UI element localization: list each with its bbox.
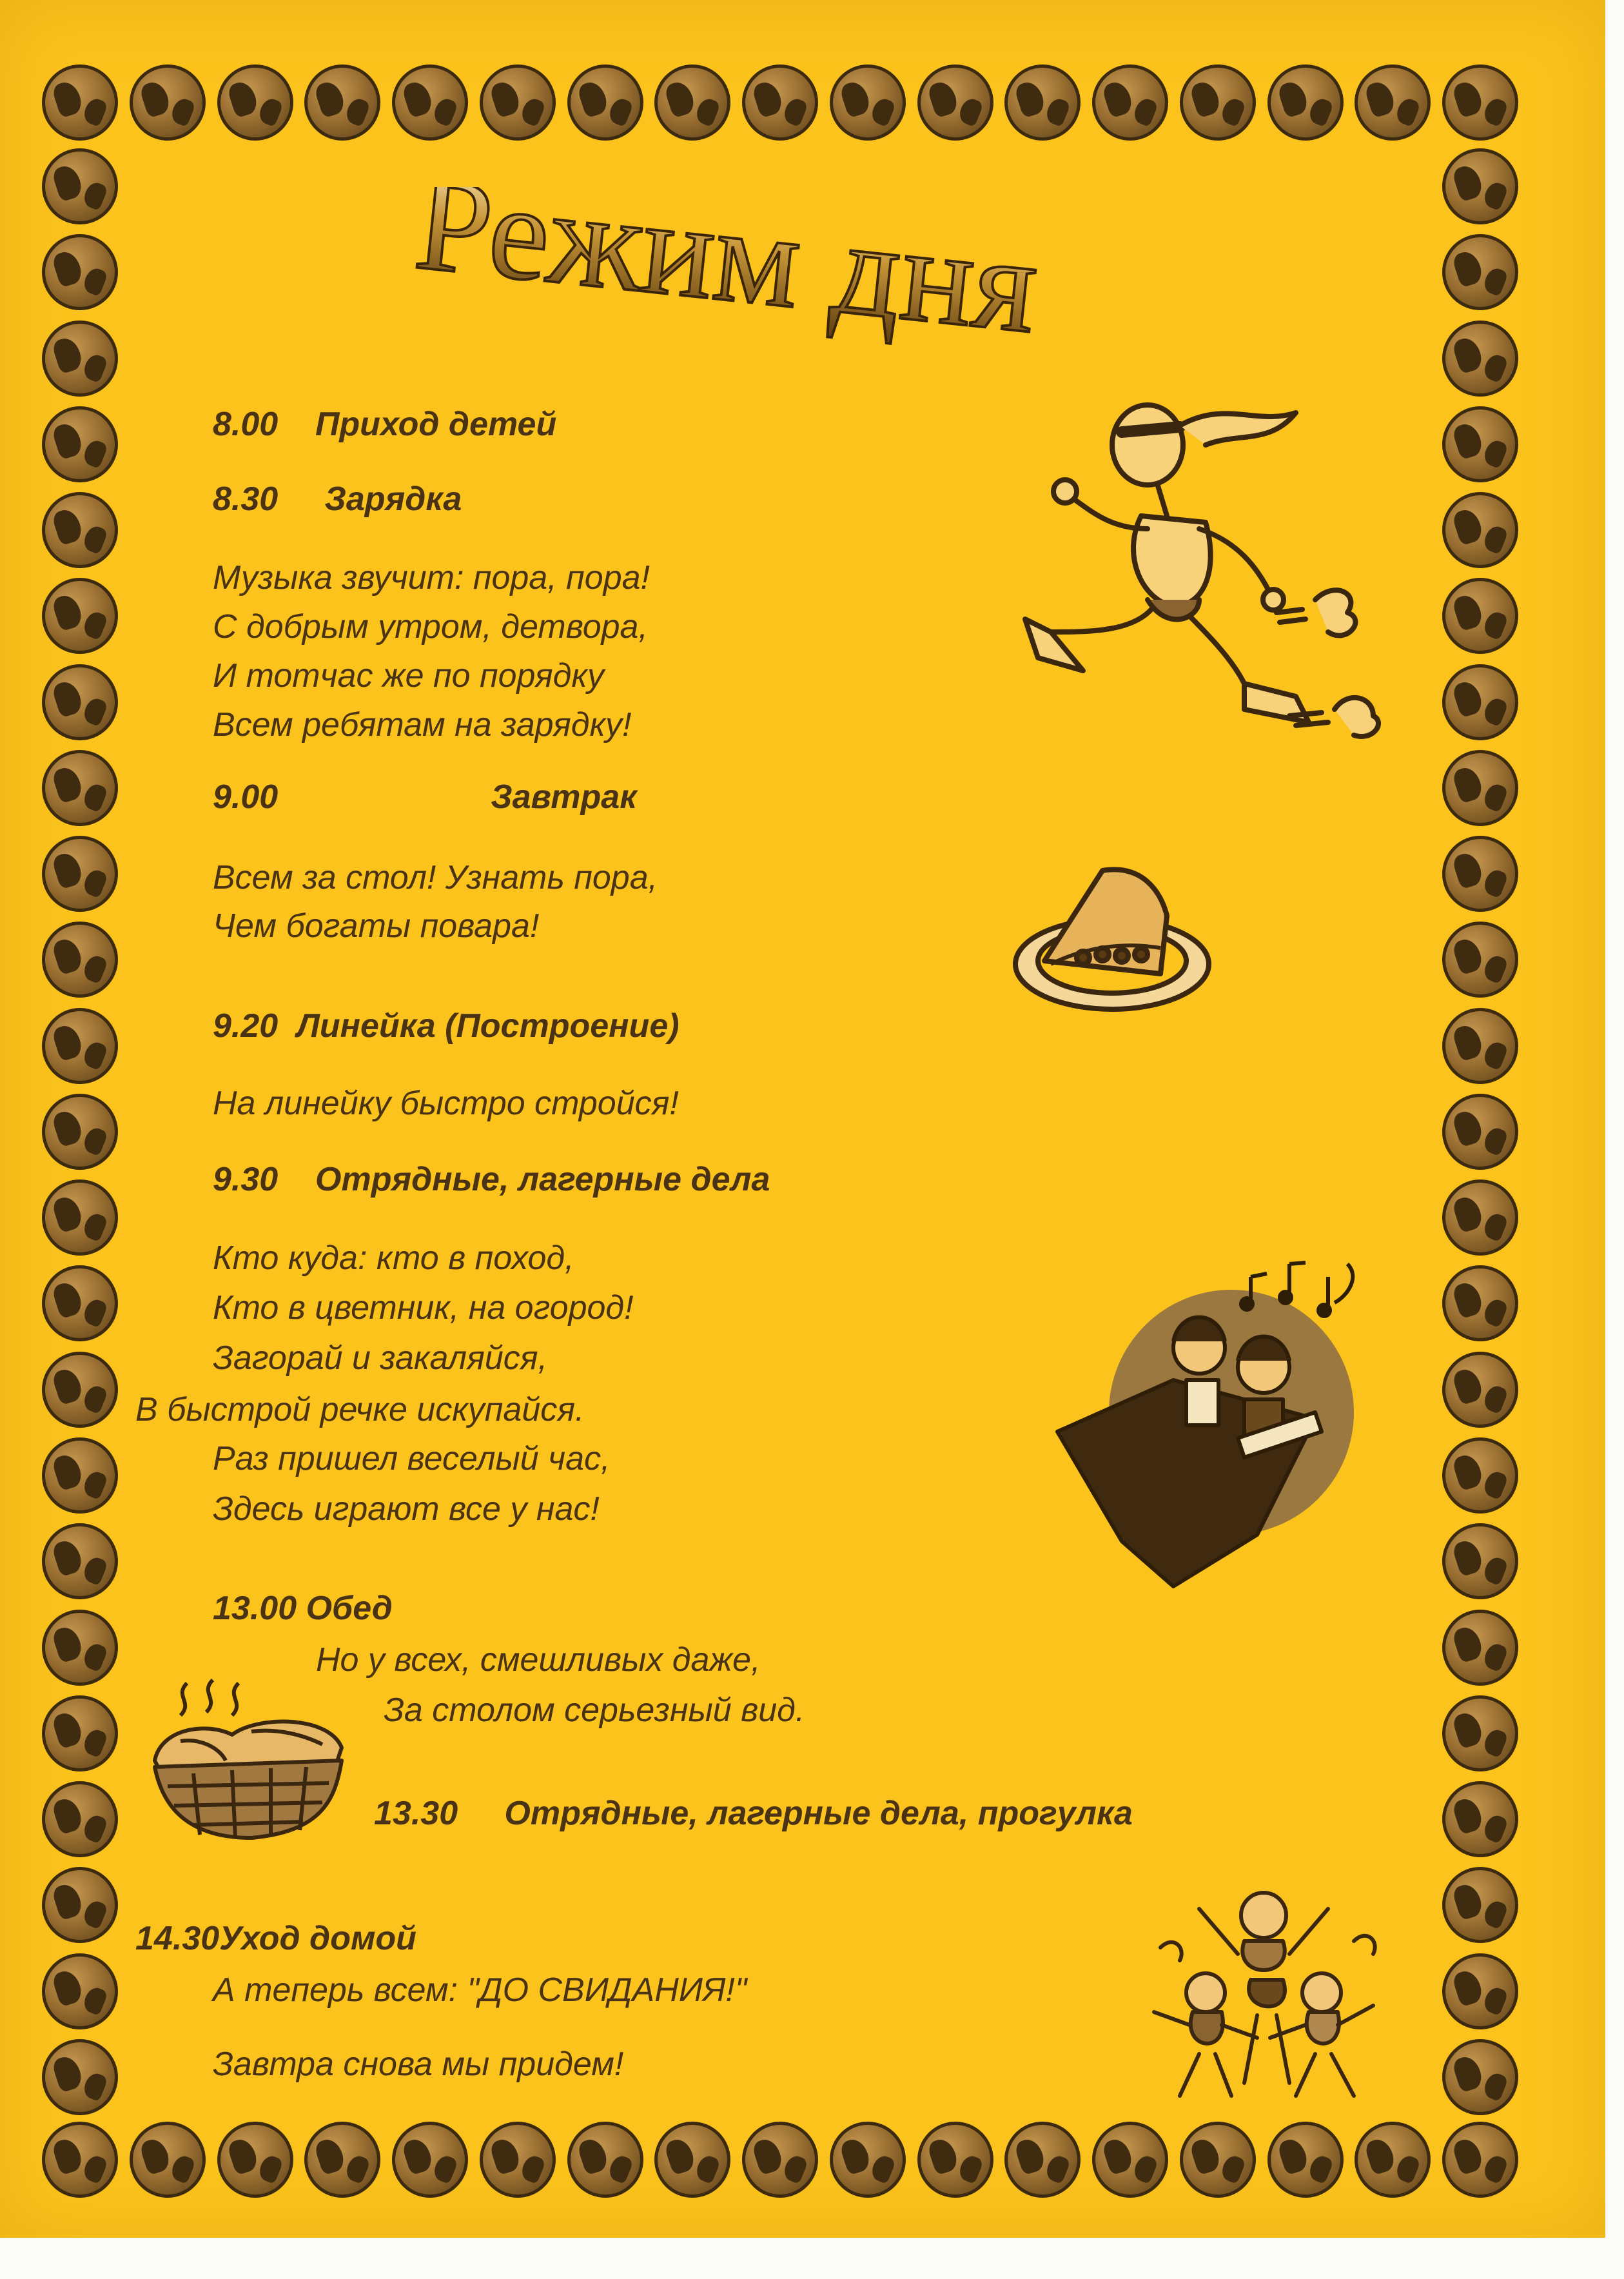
globe-icon bbox=[1004, 2122, 1081, 2198]
globe-icon bbox=[567, 2122, 643, 2198]
globe-icon bbox=[742, 2122, 818, 2198]
schedule-time: 13.00 bbox=[213, 1590, 297, 1627]
schedule-activity: Приход детей bbox=[315, 406, 557, 443]
globe-icon bbox=[1355, 64, 1431, 141]
pie-illustration bbox=[1006, 851, 1218, 1019]
globe-icon bbox=[1442, 1437, 1518, 1514]
schedule-time: 13.30 bbox=[374, 1795, 458, 1832]
globe-icon bbox=[1442, 578, 1518, 654]
schedule-item-lunch bbox=[213, 1592, 393, 1625]
globe-icon bbox=[42, 321, 118, 397]
globe-icon bbox=[1180, 64, 1256, 141]
globe-icon bbox=[917, 2122, 993, 2198]
globe-icon bbox=[217, 2122, 293, 2198]
globe-icon bbox=[304, 64, 380, 141]
verse-line: Всем за стол! Узнать пора, bbox=[213, 859, 658, 896]
schedule-activity: Линейка (Построение) bbox=[297, 1007, 680, 1045]
globe-icon bbox=[42, 2122, 118, 2198]
schedule-time: 14.30 bbox=[135, 1920, 220, 1957]
globe-icon bbox=[304, 2122, 380, 2198]
verse-line: Раз пришел веселый час, bbox=[213, 1440, 611, 1477]
verse-line: Завтра снова мы придем! bbox=[213, 2046, 624, 2083]
globe-icon bbox=[42, 406, 118, 482]
runner-illustration bbox=[1012, 387, 1399, 748]
verse-line: Здесь играют все у нас! bbox=[213, 1490, 600, 1528]
globe-icon bbox=[1442, 2039, 1518, 2115]
globe-icon bbox=[830, 2122, 906, 2198]
globe-icon bbox=[42, 1008, 118, 1084]
globe-icon bbox=[1442, 234, 1518, 310]
page-title bbox=[400, 187, 1238, 380]
globe-icon bbox=[217, 64, 293, 141]
globe-icon bbox=[42, 148, 118, 224]
schedule-activity: Отрядные, лагерные дела bbox=[315, 1161, 770, 1198]
globe-icon bbox=[42, 1523, 118, 1599]
dancing-kids-illustration bbox=[1135, 1870, 1393, 2109]
globe-icon bbox=[1442, 1695, 1518, 1771]
schedule-item-breakfast bbox=[213, 780, 637, 814]
globe-icon bbox=[42, 1352, 118, 1428]
globe-icon bbox=[42, 1179, 118, 1256]
globe-icon bbox=[1442, 148, 1518, 224]
schedule-item-lineup bbox=[213, 1009, 680, 1043]
schedule-activity: Уход домой bbox=[219, 1920, 416, 1957]
globe-icon bbox=[1442, 1179, 1518, 1256]
globe-icon bbox=[42, 750, 118, 826]
globe-icon bbox=[42, 922, 118, 998]
globe-icon bbox=[1355, 2122, 1431, 2198]
globe-icon bbox=[1442, 1610, 1518, 1686]
globe-icon bbox=[42, 1695, 118, 1771]
globe-icon bbox=[42, 1437, 118, 1514]
border-bottom bbox=[42, 2122, 1518, 2198]
schedule-activity: Зарядка bbox=[324, 480, 462, 518]
globe-icon bbox=[42, 1610, 118, 1686]
globe-icon bbox=[1442, 1008, 1518, 1084]
verse-line: Но у всех, смешливых даже, bbox=[316, 1641, 761, 1679]
globe-icon bbox=[567, 64, 643, 141]
globe-icon bbox=[42, 1265, 118, 1341]
globe-icon bbox=[1442, 492, 1518, 568]
schedule-item-walk bbox=[374, 1797, 1133, 1830]
globe-icon bbox=[1442, 321, 1518, 397]
globe-icon bbox=[42, 2039, 118, 2115]
globe-icon bbox=[1442, 64, 1518, 141]
verse-line: А теперь всем: "ДО СВИДАНИЯ!" bbox=[213, 1971, 747, 2009]
globe-icon bbox=[42, 836, 118, 912]
globe-icon bbox=[42, 1094, 118, 1170]
globe-icon bbox=[42, 1781, 118, 1857]
schedule-item-exercise bbox=[213, 482, 462, 516]
piano-kids-illustration bbox=[1044, 1251, 1393, 1593]
verse-line: Чем богаты повара! bbox=[213, 907, 540, 945]
verse-line: Кто куда: кто в поход, bbox=[213, 1239, 574, 1277]
bread-basket-illustration bbox=[142, 1670, 355, 1851]
verse-line: На линейку быстро стройся! bbox=[213, 1085, 679, 1122]
schedule-time: 8.00 bbox=[213, 406, 279, 443]
schedule-item-arrival bbox=[213, 408, 556, 441]
globe-icon bbox=[1442, 1781, 1518, 1857]
globe-icon bbox=[392, 64, 468, 141]
schedule-item-home bbox=[135, 1922, 416, 1955]
schedule-time: 9.00 bbox=[213, 778, 279, 816]
globe-icon bbox=[742, 64, 818, 141]
globe-icon bbox=[42, 492, 118, 568]
globe-icon bbox=[42, 234, 118, 310]
verse-line: Музыка звучит: пора, пора! bbox=[213, 559, 650, 597]
globe-icon bbox=[1267, 64, 1344, 141]
globe-icon bbox=[830, 64, 906, 141]
globe-icon bbox=[1092, 2122, 1168, 2198]
globe-icon bbox=[1442, 1094, 1518, 1170]
schedule-activity: Обед bbox=[306, 1590, 393, 1627]
globe-icon bbox=[1442, 406, 1518, 482]
globe-icon bbox=[42, 578, 118, 654]
globe-icon bbox=[1442, 1265, 1518, 1341]
globe-icon bbox=[1442, 1953, 1518, 2029]
verse-line: И тотчас же по порядку bbox=[213, 657, 604, 695]
globe-icon bbox=[130, 2122, 206, 2198]
globe-icon bbox=[654, 2122, 730, 2198]
verse-line: Всем ребятам на зарядку! bbox=[213, 706, 632, 744]
globe-icon bbox=[42, 1953, 118, 2029]
border-left bbox=[42, 148, 118, 2115]
globe-icon bbox=[1180, 2122, 1256, 2198]
verse-line: В быстрой речке искупайся. bbox=[135, 1391, 585, 1428]
globe-icon bbox=[1004, 64, 1081, 141]
border-top bbox=[42, 64, 1518, 141]
globe-icon bbox=[1267, 2122, 1344, 2198]
verse-line: Загорай и закаляйся, bbox=[213, 1339, 548, 1377]
globe-icon bbox=[480, 64, 556, 141]
verse-line: С добрым утром, детвора, bbox=[213, 608, 648, 646]
globe-icon bbox=[42, 64, 118, 141]
globe-icon bbox=[1092, 64, 1168, 141]
verse-line: За столом серьезный вид. bbox=[384, 1692, 805, 1729]
globe-icon bbox=[1442, 1523, 1518, 1599]
globe-icon bbox=[1442, 664, 1518, 740]
schedule-activity: Завтрак bbox=[491, 778, 637, 816]
globe-icon bbox=[917, 64, 993, 141]
schedule-time: 9.30 bbox=[213, 1161, 279, 1198]
globe-icon bbox=[1442, 836, 1518, 912]
schedule-activity: Отрядные, лагерные дела, прогулка bbox=[504, 1795, 1133, 1832]
verse-line: Кто в цветник, на огород! bbox=[213, 1289, 634, 1327]
globe-icon bbox=[654, 64, 730, 141]
globe-icon bbox=[1442, 750, 1518, 826]
globe-icon bbox=[1442, 2122, 1518, 2198]
globe-icon bbox=[1442, 1352, 1518, 1428]
schedule-item-activities bbox=[213, 1163, 770, 1196]
globe-icon bbox=[42, 1867, 118, 1943]
globe-icon bbox=[480, 2122, 556, 2198]
border-right bbox=[1442, 148, 1518, 2115]
schedule-time: 8.30 bbox=[213, 480, 279, 518]
globe-icon bbox=[1442, 1867, 1518, 1943]
globe-icon bbox=[42, 664, 118, 740]
globe-icon bbox=[1442, 922, 1518, 998]
schedule-time: 9.20 bbox=[213, 1007, 279, 1045]
title-text: Режим дня bbox=[409, 187, 1044, 362]
globe-icon bbox=[130, 64, 206, 141]
globe-icon bbox=[392, 2122, 468, 2198]
